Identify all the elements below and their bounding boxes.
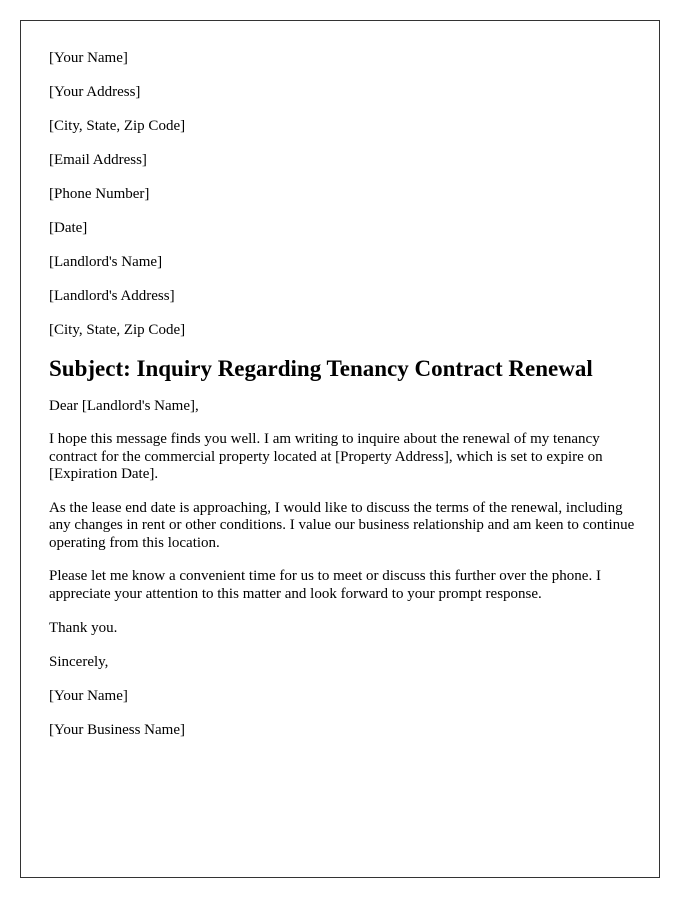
recipient-address: [Landlord's Address] [49,288,175,304]
body-paragraph-3: Please let me know a convenient time for us to meet or discuss this further over the phone. I appreciate your attention to this matter and look forward to your prompt response. [49,568,601,602]
sender-address: [Your Address] [49,84,141,100]
recipient-name: [Landlord's Name] [49,254,163,270]
salutation: Dear [Landlord's Name], [49,398,199,414]
letter-content [49,49,639,755]
sender-city-state-zip: [City, State, Zip Code] [49,118,186,134]
closing-business-name: [Your Business Name] [49,722,185,738]
letter-page [20,20,660,878]
closing-signoff: Sincerely, [49,654,109,670]
recipient-city-state-zip: [City, State, Zip Code] [49,322,186,338]
closing-thanks: Thank you. [49,620,118,636]
sender-name: [Your Name] [49,50,128,66]
sender-email: [Email Address] [49,152,147,168]
body-paragraph-1: I hope this message finds you well. I am writing to inquire about the renewal of my tenancy contract for the commercial property located at [Property Address], which is set to expire on [Expiration Date]. [49,431,603,482]
sender-phone: [Phone Number] [49,186,150,202]
closing-name: [Your Name] [49,688,128,704]
letter-date: [Date] [49,220,88,236]
subject-heading: Subject: Inquiry Regarding Tenancy Contract Renewal [49,356,593,381]
body-paragraph-2: As the lease end date is approaching, I would like to discuss the terms of the renewal, including any changes in rent or other conditions. I value our business relationship and am keen to continue operating from this location. [49,499,635,551]
